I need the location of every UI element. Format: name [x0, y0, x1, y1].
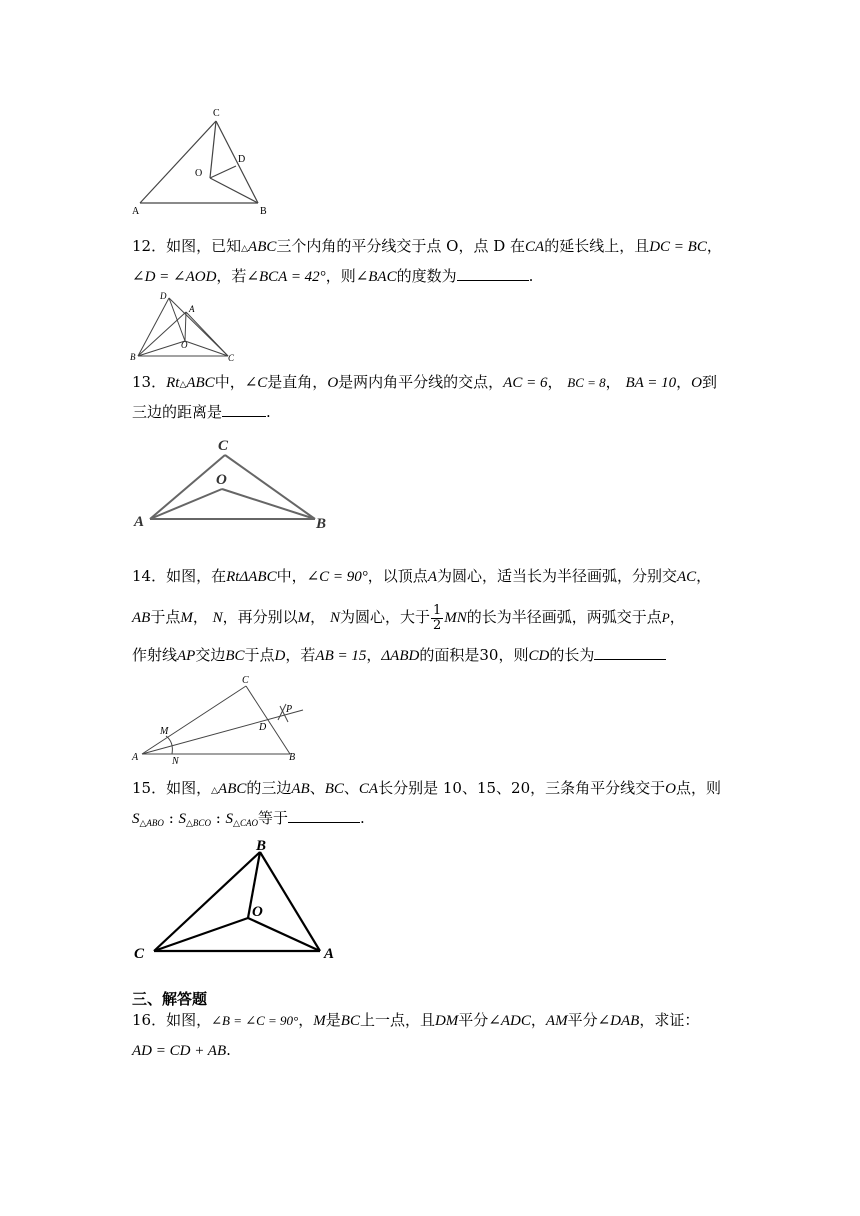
- svg-text:A: A: [189, 304, 195, 314]
- svg-text:O: O: [216, 472, 227, 488]
- svg-text:C: C: [218, 438, 229, 454]
- label-a: A: [132, 206, 140, 217]
- svg-text:A: A: [132, 752, 139, 763]
- svg-text:C: C: [242, 675, 249, 686]
- svg-text:M: M: [160, 726, 169, 737]
- svg-text:P: P: [286, 704, 293, 715]
- svg-text:A: A: [324, 946, 335, 962]
- answer-blank[interactable]: [288, 808, 360, 823]
- q12-line2: ∠D = ∠AOD，若∠BCA = 42°，则∠BAC的度数为 .: [132, 267, 534, 285]
- svg-text:N: N: [172, 756, 179, 766]
- svg-text:O: O: [181, 340, 188, 350]
- answer-blank[interactable]: [594, 645, 666, 660]
- svg-text:B: B: [130, 352, 136, 362]
- fraction-one-half: $\frac{1}{2}$: [433, 602, 442, 633]
- q13-line2: 三边的距离是 .: [132, 403, 271, 421]
- q14-line2: AB于点M， N，再分别以M， N为圆心，大于 $\frac{1}{2}$ MN的长为半径画弧，两弧交于点P，: [132, 602, 685, 633]
- svg-text:D: D: [160, 291, 167, 301]
- svg-text:O: O: [252, 904, 263, 920]
- svg-text:B: B: [256, 838, 267, 854]
- answer-blank[interactable]: [457, 266, 529, 281]
- q16-line2: AD = CD + AB.: [132, 1041, 231, 1059]
- figure-q11: [128, 104, 278, 219]
- label-o: O: [195, 168, 203, 179]
- figure-q12: [128, 290, 238, 362]
- q15-line2: $S_{\triangle ABO}$ : $S_{\triangle BCO}$ : $S_{\triangle CAO}$等于 .: [132, 809, 365, 828]
- figure-q15: [130, 836, 345, 966]
- svg-text:B: B: [289, 752, 296, 763]
- label-b: B: [260, 206, 267, 217]
- q14-line3: 作射线AP交边BC于点D，若AB = 15，ΔABD的面积是30，则CD的长为: [132, 645, 732, 666]
- label-d: D: [238, 154, 246, 165]
- answer-blank[interactable]: [222, 402, 266, 417]
- figure-q14: [128, 672, 308, 766]
- q13-line1: 13．Rt△ABC中，∠C是直角，O是两内角平分线的交点，AC = 6， BC = 8， BA = 10，O到: [132, 373, 718, 391]
- svg-text:C: C: [228, 353, 235, 362]
- q16-line1: 16．如图，∠B = ∠C = 90°，M是BC上一点，且DM平分∠ADC，AM平分∠DAB，求证：: [132, 1011, 700, 1029]
- svg-text:B: B: [316, 516, 327, 532]
- q14-line1: 14．如图，在RtΔABC中，∠C = 90°，以顶点A为圆心，适当长为半径画弧，分别交AC，: [132, 567, 712, 585]
- section-heading: 三、解答题: [132, 990, 208, 1008]
- figure-q13: [130, 432, 340, 532]
- q12-line1: 12．如图，已知△ABC三个内角的平分线交于点 O，点 D 在CA的延长线上，且DC = BC，: [132, 237, 722, 255]
- svg-text:D: D: [259, 722, 267, 733]
- svg-text:A: A: [134, 514, 145, 530]
- svg-text:C: C: [134, 946, 145, 962]
- q15-line1: 15．如图，△ABC的三边AB、BC、CA长分别是 10、15、20，三条角平分线交于O点，则: [132, 779, 721, 797]
- label-c: C: [213, 108, 220, 119]
